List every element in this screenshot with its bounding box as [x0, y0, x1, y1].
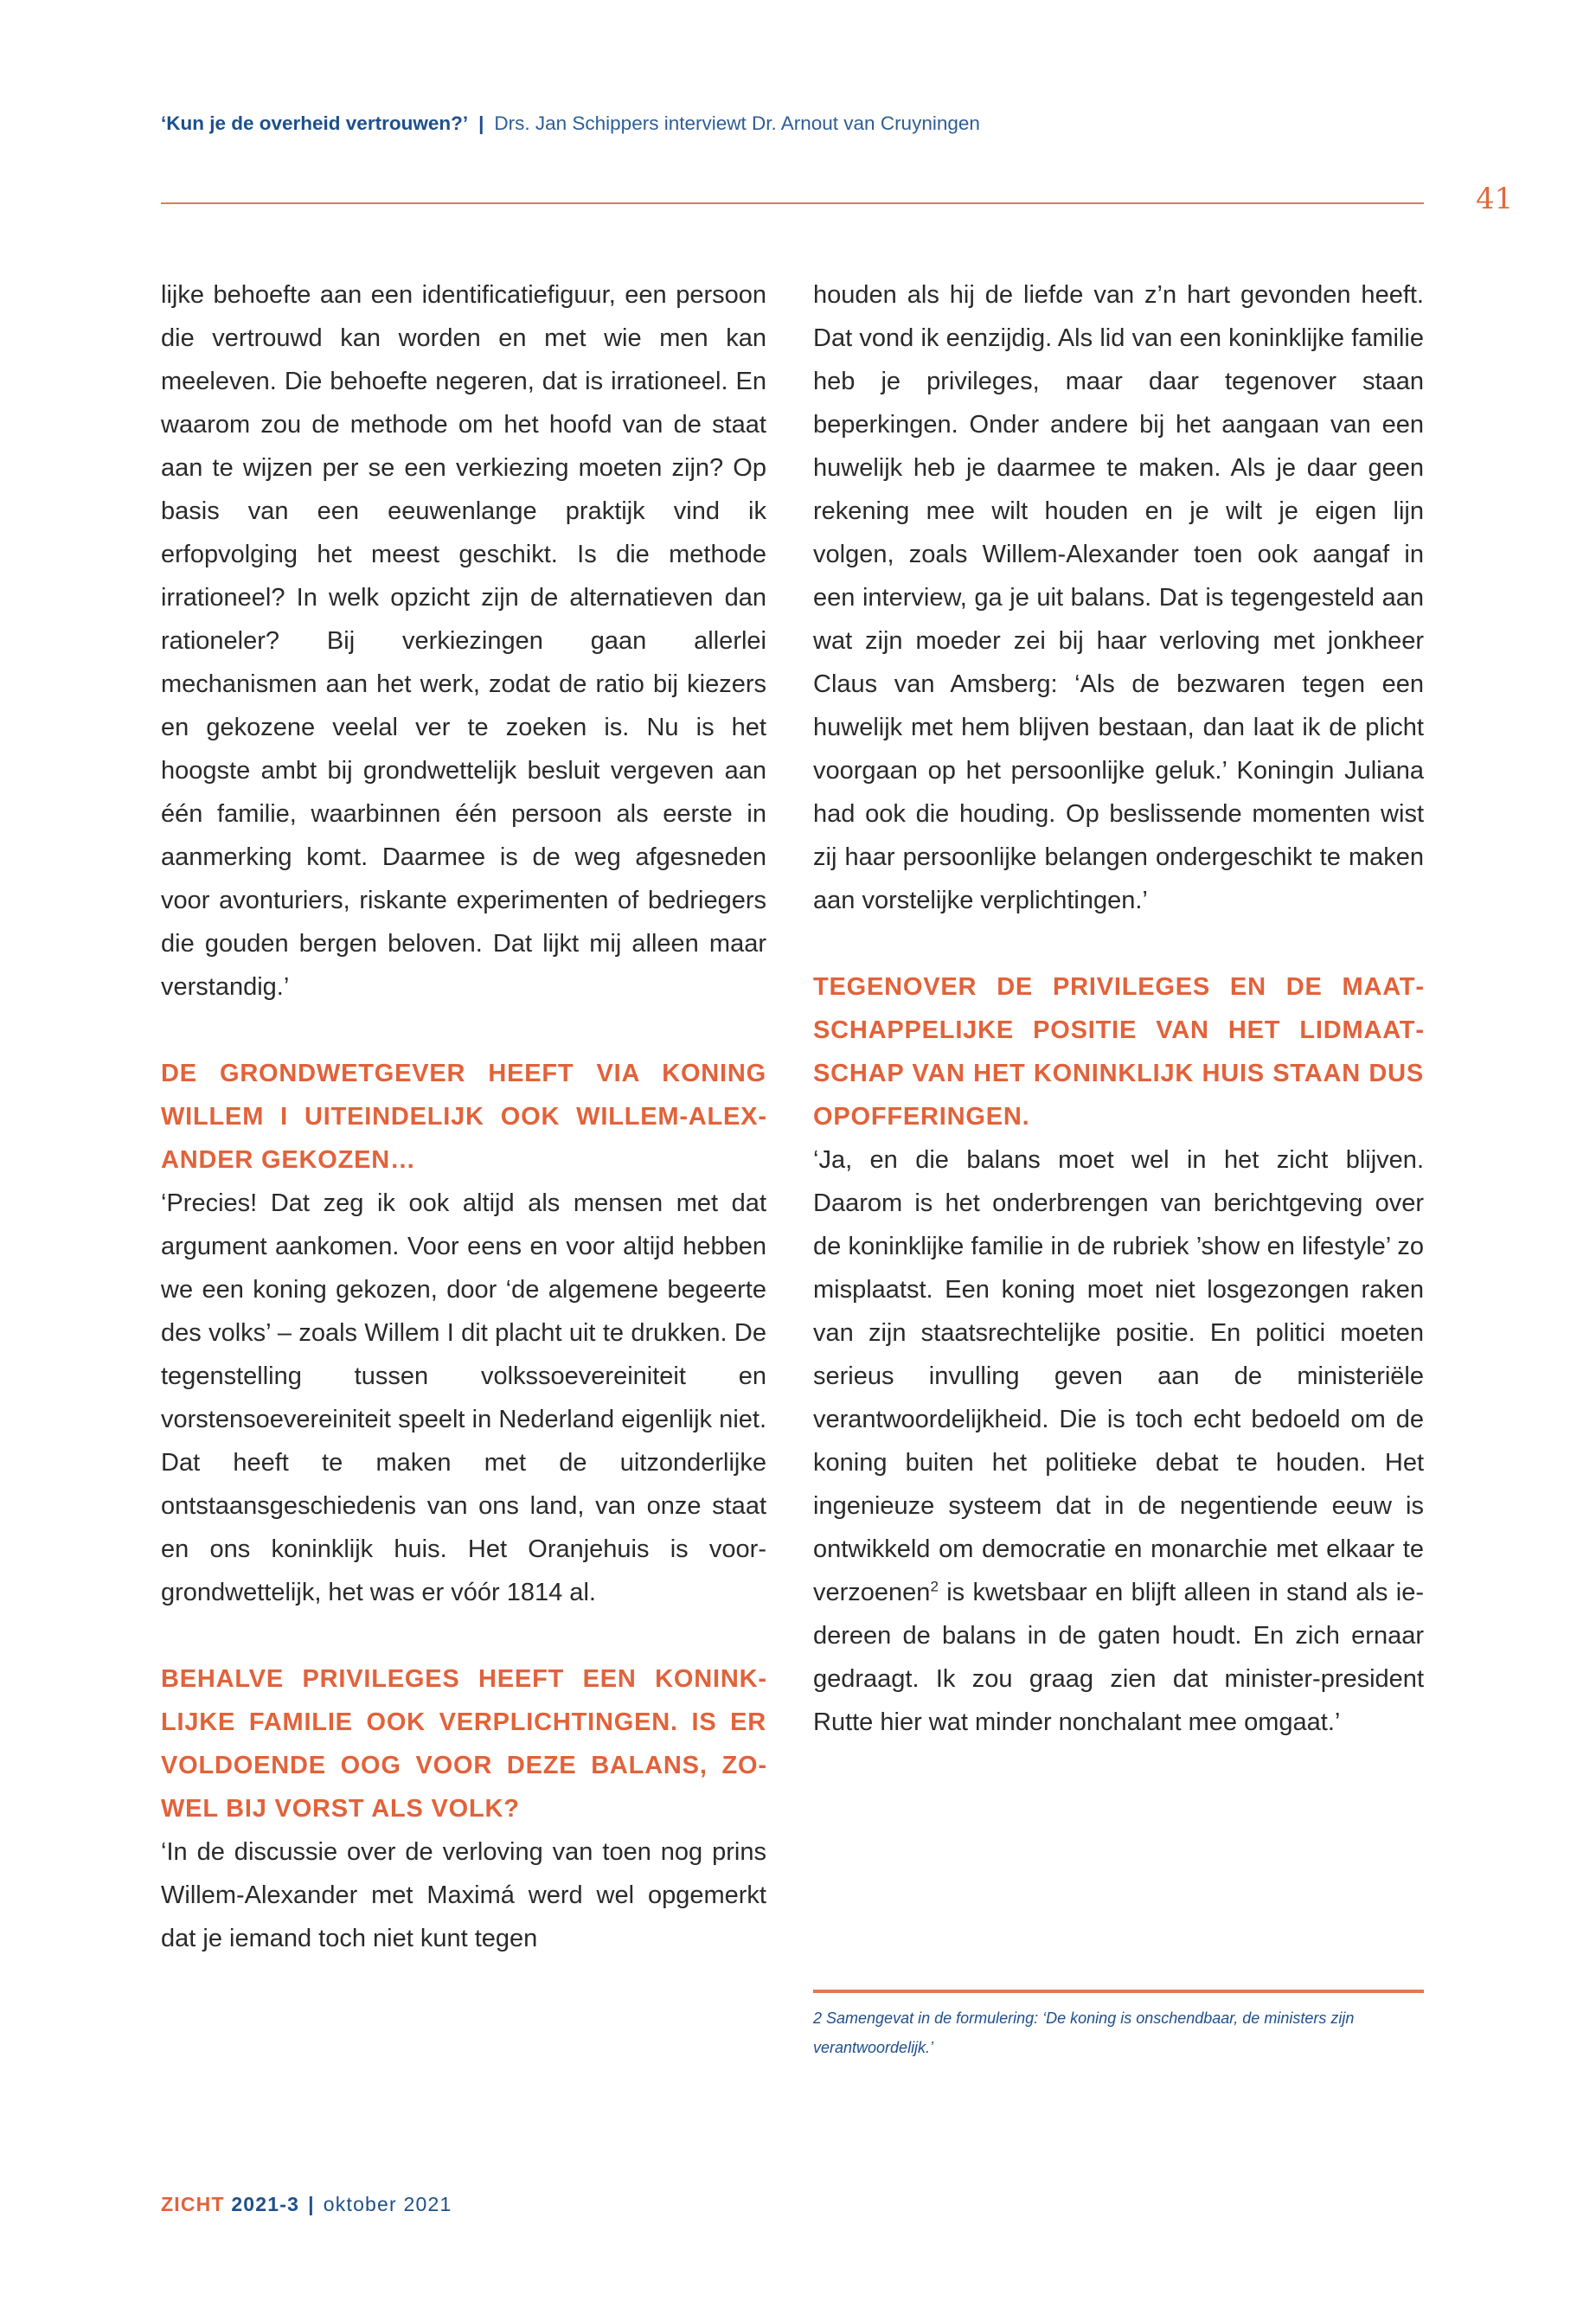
spacer: [813, 922, 1424, 965]
interview-question: DE GRONDWETGEVER HEEFT VIA KONING WILLEM I UITEINDELIJK OOK WILLEM-ALEXANDER GEKOZEN…: [161, 1060, 766, 1174]
body-paragraph: houden als hij de liefde van z’n hart gevonden heeft. Dat vond ik eenzijdig. Als lid van een koninklijke familie heb je privileges, maar daar tegenover staan beperkingen. Onder andere bij het aangaan van een huwelijk heb je daarmee te maken. Als je daar geen rekening mee wilt houden en je wilt je eigen lijn volgen, zoals Willem-Alexander toen ook aangaf in een interview, ga je uit balans. Dat is tegengesteld aan wat zijn moeder zei bij haar verloving met jonkheer Claus van Amsberg: ‘Als de bezwaren tegen een huwelijk met hem blijven bestaan, dan laat ik de plicht voorgaan op het persoonlijke geluk.’ Koningin Juliana had ook die houding. Op beslissende momenten wist zij haar persoonlijke belangen ondergeschikt te maken aan vorstelijke verplichtingen.’: [813, 281, 1424, 914]
spacer: [161, 1614, 766, 1657]
header-rule: [161, 202, 1424, 204]
article-title: ‘Kun je de overheid vertrouwen?’: [161, 112, 469, 134]
right-column: [813, 273, 1424, 1744]
page-number: 41: [1476, 182, 1514, 216]
footnote-reference: 2: [930, 1578, 939, 1595]
body-paragraph: ‘Precies! Dat zeg ik ook altijd als mensen met dat argument aankomen. Voor eens en voor altijd hebben we een koning gekozen, door ‘de algemene begeerte des volks’ – zoals Willem I dit placht uit te drukken. De tegenstelling tussen volkssoevereiniteit en vorstensoevereiniteit speelt in Nederland eigenlijk niet. Dat heeft te maken met de uitzonderlijke ontstaansgeschiedenis van ons land, van onze staat en ons koninklijk huis. Het Oranjehuis is voor-grondwettelijk, het was er vóór 1814 al.: [161, 1189, 766, 1606]
page-footer: [161, 2193, 452, 2216]
header-separator: |: [478, 112, 484, 134]
footnote-rule: [813, 1990, 1424, 1993]
magazine-name: ZICHT: [161, 2193, 225, 2215]
body-paragraph: ‘In de discussie over de verloving van toen nog prins Willem-Alexander met Maximá werd wel opgemerkt dat je iemand toch niet kunt tegen: [161, 1838, 766, 1952]
article-byline: Drs. Jan Schippers interviewt Dr. Arnout van Cruyningen: [494, 112, 980, 134]
left-column: [161, 273, 766, 1960]
interview-question: TEGENOVER DE PRIVILEGES EN DE MAATSCHAPPELIJKE POSITIE VAN HET LIDMAATSCHAP VAN HET KONINKLIJK HUIS STAAN DUS OPOFFERINGEN.: [813, 973, 1424, 1131]
issue-date: oktober 2021: [323, 2193, 452, 2215]
running-header: [161, 112, 1424, 135]
body-paragraph: lijke behoefte aan een identificatiefiguur, een persoon die vertrouwd kan worden en met wie men kan meeleven. Die behoefte negeren, dat is irrationeel. En waarom zou de methode om het hoofd van de staat aan te wijzen per se een verkiezing moeten zijn? Op basis van een eeuwenlange praktijk vind ik erfopvolging het meest geschikt. Is die methode irrationeel? In welk opzicht zijn de alternatieven dan rationeler? Bij verkiezingen gaan allerlei mechanismen aan het werk, zodat de ratio bij kiezers en gekozene veelal ver te zoeken is. Nu is het hoogste ambt bij grondwettelijk besluit vergeven aan één familie, waarbinnen één persoon als eerste in aanmerking komt. Daarmee is de weg afgesneden voor avonturiers, riskante experimenten of bedriegers die gouden bergen beloven. Dat lijkt mij alleen maar verstandig.’: [161, 281, 766, 1001]
footnote: 2 Samengevat in de formulering: ‘De koning is onschendbaar, de ministers zijn verantwoordelijk.’: [813, 2009, 1355, 2056]
interview-question: BEHALVE PRIVILEGES HEEFT EEN KONINKLIJKE FAMILIE OOK VERPLICHTINGEN. IS ER VOLDOENDE OOG VOOR DEZE BALANS, ZOWEL BIJ VORST ALS VOLK?: [161, 1665, 766, 1823]
issue-number: 2021-3: [231, 2193, 300, 2215]
body-text: is kwetsbaar en blijft alleen in stand als iedereen de balans in de gaten houdt. En zich ernaar gedraagt. Ik zou graag zien dat minister-president Rutte hier wat minder nonchalant mee omgaat.’: [813, 1579, 1424, 1736]
spacer: [161, 1009, 766, 1052]
body-text: ‘Ja, en die balans moet wel in het zicht blijven. Daarom is het onderbrengen van berichtgeving over de koninklijke familie in de rubriek ’show en lifestyle’ zo misplaatst. Een koning moet niet losgezongen raken van zijn staatsrechtelijke positie. En politici moeten serieus invulling geven aan de ministeriële verantwoordelijkheid. Die is toch echt bedoeld om de koning buiten het politieke debat te houden. Het ingenieuze systeem dat in de negentiende eeuw is ontwikkeld om democratie en monarchie met elkaar te verzoenen: [813, 1146, 1424, 1606]
footer-separator: |: [308, 2193, 315, 2215]
body-paragraph: [813, 1138, 1424, 1744]
